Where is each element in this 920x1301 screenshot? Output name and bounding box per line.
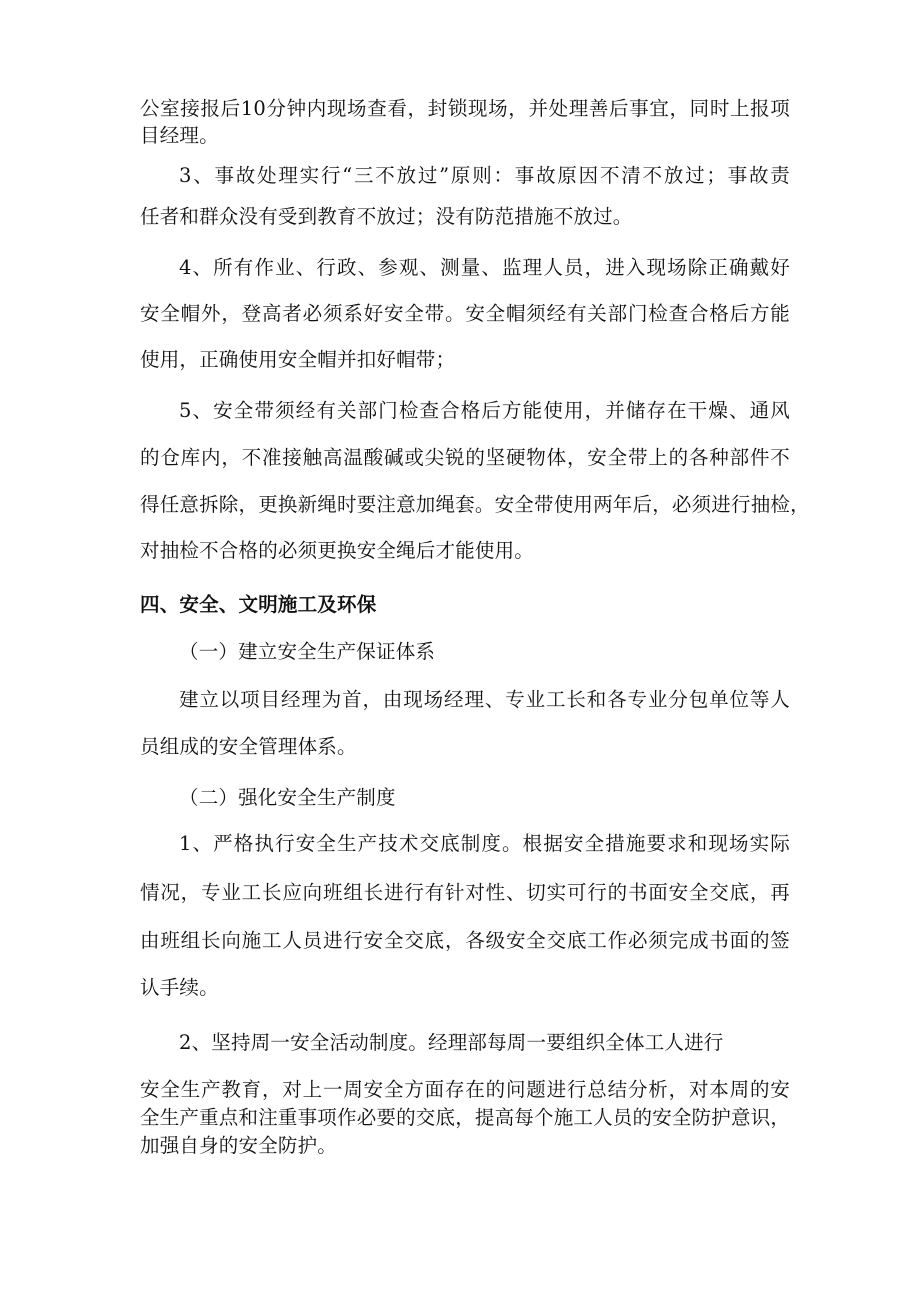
paragraph-line: 对抽检不合格的必须更换安全绳后才能使用。 xyxy=(140,539,535,562)
paragraph-line: 认手续。 xyxy=(140,976,219,999)
paragraph-line: 安全生产教育，对上一周安全方面存在的问题进行总结分析，对本周的安 xyxy=(140,1078,790,1101)
paragraph-line: 由班组长向施工人员进行安全交底，各级安全交底工作必须完成书面的签 xyxy=(140,929,790,952)
paragraph-line: 4、所有作业、行政、参观、测量、监理人员，进入现场除正确戴好 xyxy=(179,256,790,279)
paragraph-line: 2、坚持周一安全活动制度。经理部每周一要组织全体工人进行 xyxy=(179,1031,724,1054)
paragraph-line: 任者和群众没有受到教育不放过；没有防范措施不放过。 xyxy=(140,205,633,228)
paragraph-line: 加强自身的安全防护。 xyxy=(140,1134,338,1157)
section-heading: 四、安全、文明施工及环保 xyxy=(140,593,377,616)
paragraph-line: 的仓库内，不准接触高温酸碱或尖锐的坚硬物体，安全带上的各种部件不 xyxy=(140,446,790,469)
paragraph-line: 情况，专业工长应向班组长进行有针对性、切实可行的书面安全交底，再 xyxy=(140,881,790,904)
paragraph-line: 全生产重点和注重事项作必要的交底，提高每个施工人员的安全防护意识， xyxy=(140,1106,791,1129)
paragraph-line: 公室接报后10分钟内现场查看，封锁现场，并处理善后事宜，同时上报项 xyxy=(140,97,790,120)
subsection-heading: （一）建立安全生产保证体系 xyxy=(179,640,436,663)
paragraph-line: 使用，正确使用安全帽并扣好帽带； xyxy=(140,348,456,371)
paragraph-line: 1、严格执行安全生产技术交底制度。根据安全措施要求和现场实际 xyxy=(179,832,790,855)
paragraph-line: 建立以项目经理为首，由现场经理、专业工长和各专业分包单位等人 xyxy=(179,688,790,711)
paragraph-line: 5、安全带须经有关部门检查合格后方能使用，并储存在干燥、通风 xyxy=(179,399,790,422)
paragraph-line: 得任意拆除，更换新绳时要注意加绳套。安全带使用两年后，必须进行抽检， xyxy=(140,493,810,516)
subsection-heading: （二）强化安全生产制度 xyxy=(179,786,396,809)
paragraph-line: 员组成的安全管理体系。 xyxy=(140,735,357,758)
paragraph-line: 目经理。 xyxy=(140,124,219,147)
paragraph-line: 3、事故处理实行“三不放过”原则：事故原因不清不放过；事故责 xyxy=(179,164,790,187)
paragraph-line: 安全帽外，登高者必须系好安全带。安全帽须经有关部门检查合格后方能 xyxy=(140,302,790,325)
